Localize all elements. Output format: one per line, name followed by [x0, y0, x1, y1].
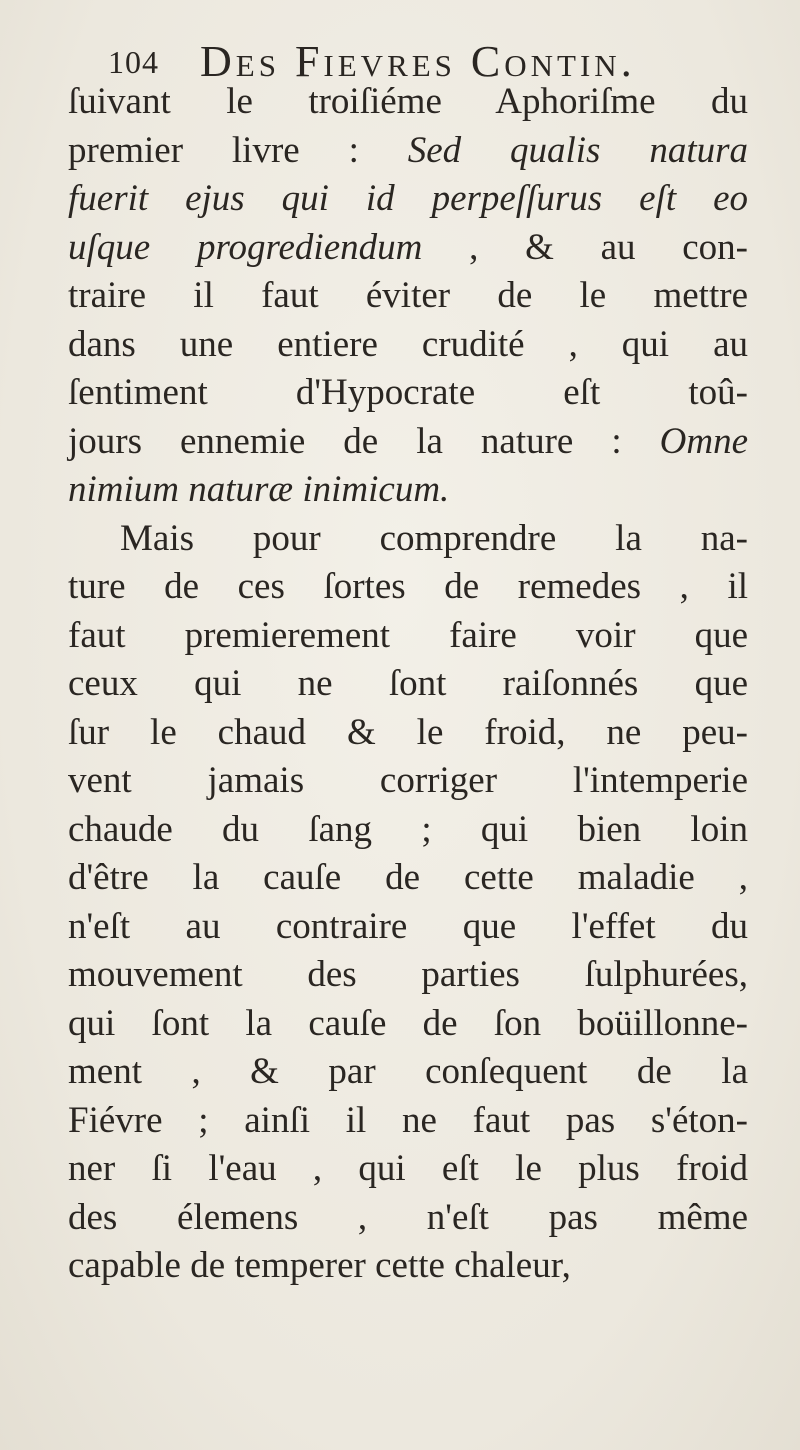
body-text — [68, 78, 748, 1291]
text-line — [68, 515, 748, 564]
text-line — [68, 903, 748, 952]
text-segment: des élemens , n'eſt pas même — [68, 1196, 748, 1238]
text-segment: dans une entiere crudité , qui au — [68, 323, 748, 365]
text-segment: Mais pour comprendre la na- — [120, 517, 748, 559]
text-line — [68, 563, 748, 612]
text-segment: faut premierement faire voir que — [68, 614, 748, 656]
text-segment: mouvement des parties ſulphurées, — [68, 954, 748, 995]
text-segment: ſuivant le troiſiéme Aphoriſme du — [68, 81, 748, 122]
text-segment: ture de ces ſortes de remedes , il — [68, 566, 748, 607]
text-segment: , & au con- — [422, 226, 748, 268]
text-line — [68, 709, 748, 758]
text-segment: ner ſi l'eau , qui eſt le plus froid — [68, 1148, 748, 1189]
text-line — [68, 660, 748, 709]
text-line — [68, 806, 748, 855]
text-line — [68, 1000, 748, 1049]
text-segment: ceux qui ne ſont raiſonnés que — [68, 663, 748, 704]
text-segment: jours ennemie de la nature : — [68, 420, 660, 462]
text-line — [68, 224, 748, 273]
text-line — [68, 466, 748, 515]
text-segment: qui ſont la cauſe de ſon boüillonne- — [68, 1002, 748, 1044]
text-segment: ſentiment d'Hypocrate eſt toû- — [68, 372, 748, 413]
text-line — [68, 1242, 748, 1291]
text-line — [68, 272, 748, 321]
italic-latin-segment: Sed qualis natura — [407, 129, 748, 171]
text-line — [68, 127, 748, 176]
italic-latin-segment: nimium naturæ inimicum. — [68, 469, 450, 510]
text-line — [68, 1048, 748, 1097]
text-line — [68, 1097, 748, 1146]
text-line — [68, 321, 748, 370]
text-line — [68, 175, 748, 224]
text-segment: traire il faut éviter de le mettre — [68, 275, 748, 316]
text-segment: ment , & par conſequent de la — [68, 1051, 748, 1092]
text-segment: premier livre : — [68, 129, 408, 171]
italic-latin-segment: uſque progrediendum — [68, 226, 423, 268]
text-segment: d'être la cauſe de cette maladie , — [68, 857, 748, 898]
text-segment: vent jamais corriger l'intemperie — [68, 760, 748, 801]
text-segment: chaude du ſang ; qui bien loin — [68, 808, 748, 850]
text-line — [68, 369, 748, 418]
running-title: Des Fievres Contin. — [200, 37, 636, 86]
italic-latin-segment: fuerit ejus qui id perpeſſurus eſt eo — [68, 178, 748, 219]
text-segment: Fiévre ; ainſi il ne faut pas s'éton- — [68, 1099, 748, 1141]
text-segment: ſur le chaud & le froid, ne peu- — [68, 711, 748, 753]
text-line — [68, 757, 748, 806]
text-line — [68, 1194, 748, 1243]
italic-latin-segment: Omne — [659, 420, 748, 462]
text-segment: capable de temperer cette chaleur, — [68, 1245, 571, 1286]
text-line — [68, 78, 748, 127]
text-line — [68, 1145, 748, 1194]
text-line — [68, 951, 748, 1000]
text-line — [68, 612, 748, 661]
text-line — [68, 854, 748, 903]
text-segment: n'eſt au contraire que l'effet du — [68, 905, 748, 947]
page-number: 104 — [108, 44, 159, 80]
text-line — [68, 418, 748, 467]
